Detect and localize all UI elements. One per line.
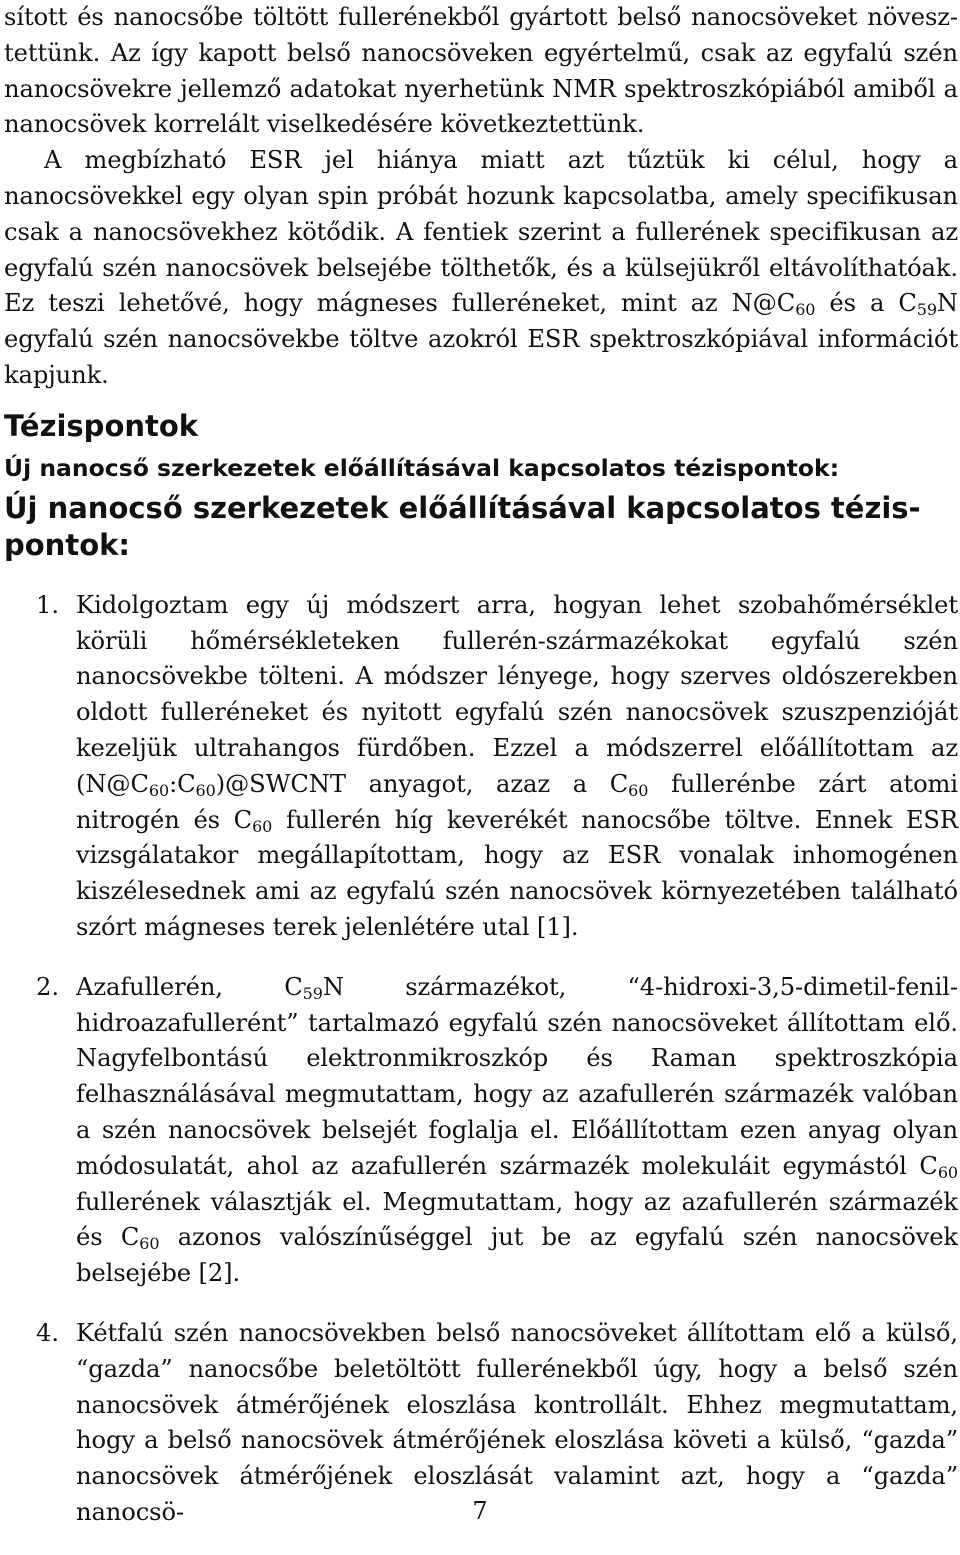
subscript: 60 (252, 816, 273, 836)
thesis-item (4, 970, 958, 1292)
theses-list (4, 588, 958, 1531)
thesis-text-segment: N származékot, “4-hidroxi-3,5-dimetil-fenil-hidroazafullerént” tartalmazó egyfalú szén nanocsöveket állítottam elő. Nagyfelbontású elektronmikroszkóp és Raman spektroszkópia felhasználásával megmutattam, hogy az azafullerén származék valóban a szén nanocsövek belsejét foglalja el. Előállítottam ezen anyag olyan módosulatát, ahol az azafullerén származék molekuláit egymástól C (76, 972, 958, 1180)
esr-subscript-2: 59 (916, 300, 937, 320)
thesis-text (76, 588, 958, 946)
esr-text-part1: A megbízható ESR jel hiánya miatt azt tűztük ki célul, hogy a nanocsövekkel egy olyan spin próbát hozunk kapcsolatba, amely specifikusan csak a nanocsövekhez kötődik. A fentiek szerint a fullerének specifikusan az egyfalú szén nanocsövek belsejébe tölthetők, és a külsejükről eltávolíthatóak. Ez teszi lehetővé, hogy mágneses fulleréneket, mint az N@C (4, 146, 958, 318)
thesis-text (76, 970, 958, 1292)
section-title: Tézispontok (4, 408, 199, 443)
thesis-text-segment: )@SWCNT anyagot, azaz a C (215, 769, 629, 798)
thesis-text-segment: Azafullerén, C (76, 972, 303, 1001)
thesis-number: 1. (36, 590, 60, 619)
thesis-item (4, 588, 958, 946)
esr-text-part3: N egyfalú szén nanocsövekbe töltve azokról ESR spektroszkópiával információt kapjunk. (4, 289, 958, 389)
esr-subscript-1: 60 (795, 300, 816, 320)
thesis-text-segment: fullerén híg keverékét nanocsőbe töltve. Ennek ESR vizsgálatakor megállapítottam, hogy az ESR vonalak inhomogénen kiszélesednek ami az egyfalú szén nanocsövek környezetében található szórt mágneses terek jelenlétére utal [1]. (76, 805, 959, 941)
page-number: 7 (472, 1497, 488, 1525)
thesis-text-segment: Kidolgoztam egy új módszert arra, hogyan lehet szobahőmérséklet körüli hőmérsékleteken fullerén-származékokat egyfalú szén nanocsövekbe tölteni. A módszer lényege, hogy szerves oldószerekben oldott fulleréneket és nyitott egyfalú szén nanocsövek szuszpenzióját kezeljük ultrahangos fürdőben. Ezzel a módszerrel előállítottam az (N@C (76, 590, 958, 798)
thesis-text-segment: Kétfalú szén nanocsövekben belső nanocsöveket állítottam elő a külső, “gazda” nanocsőbe beletöltött fullerénekből úgy, hogy a belső szén nanocsövek átmérőjének eloszlása kontrollált. Ehhez megmutattam, hogy a belső nanocsövek átmérőjének eloszlása követi a külső, “gazda” nanocsövek átmérőjének eloszlását valamint azt, hogy a “gazda” nanocsö- (76, 1318, 958, 1526)
thesis-text-segment: azonos valószínűséggel jut be az egyfalú szén nanocsövek belsejébe [2]. (76, 1223, 958, 1288)
subsection-title-small: Új nanocső szerkezetek előállításával kapcsolatos tézispontok: (4, 453, 840, 482)
esr-paragraph (4, 143, 958, 394)
thesis-text-segment: fullerénbe zárt atomi nitrogén és C (76, 769, 958, 834)
subsection-title-large: Új nanocső szerkezetek előállításával kapcsolatos tézis-pontok: (4, 490, 921, 562)
intro-text: sított és nanocsőbe töltött fullerénekből gyártott belső nanocsöveket növesz-tettünk. Az így kapott belső nanocsöveken egyértelmű, csak az egyfalú szén nanocsövekre jellemző adatokat nyerhetünk NMR spektroszkópiából amiből a nanocsövek korrelált viselkedésére következtettünk. (4, 3, 958, 139)
thesis-text-segment: fullerének választják el. Megmutattam, hogy az azafullerén származék és C (76, 1187, 958, 1252)
document-page (4, 0, 958, 1555)
intro-paragraph (4, 0, 958, 143)
subscript: 59 (302, 983, 323, 1003)
thesis-number: 2. (36, 972, 60, 1001)
subscript: 60 (628, 780, 649, 800)
thesis-text-segment: :C (169, 769, 196, 798)
esr-text-part2: és a C (815, 289, 917, 318)
subscript: 60 (148, 780, 170, 800)
subscript: 60 (195, 780, 216, 800)
thesis-number: 4. (36, 1318, 60, 1347)
subscript: 60 (139, 1234, 160, 1254)
subscript: 60 (937, 1162, 958, 1182)
